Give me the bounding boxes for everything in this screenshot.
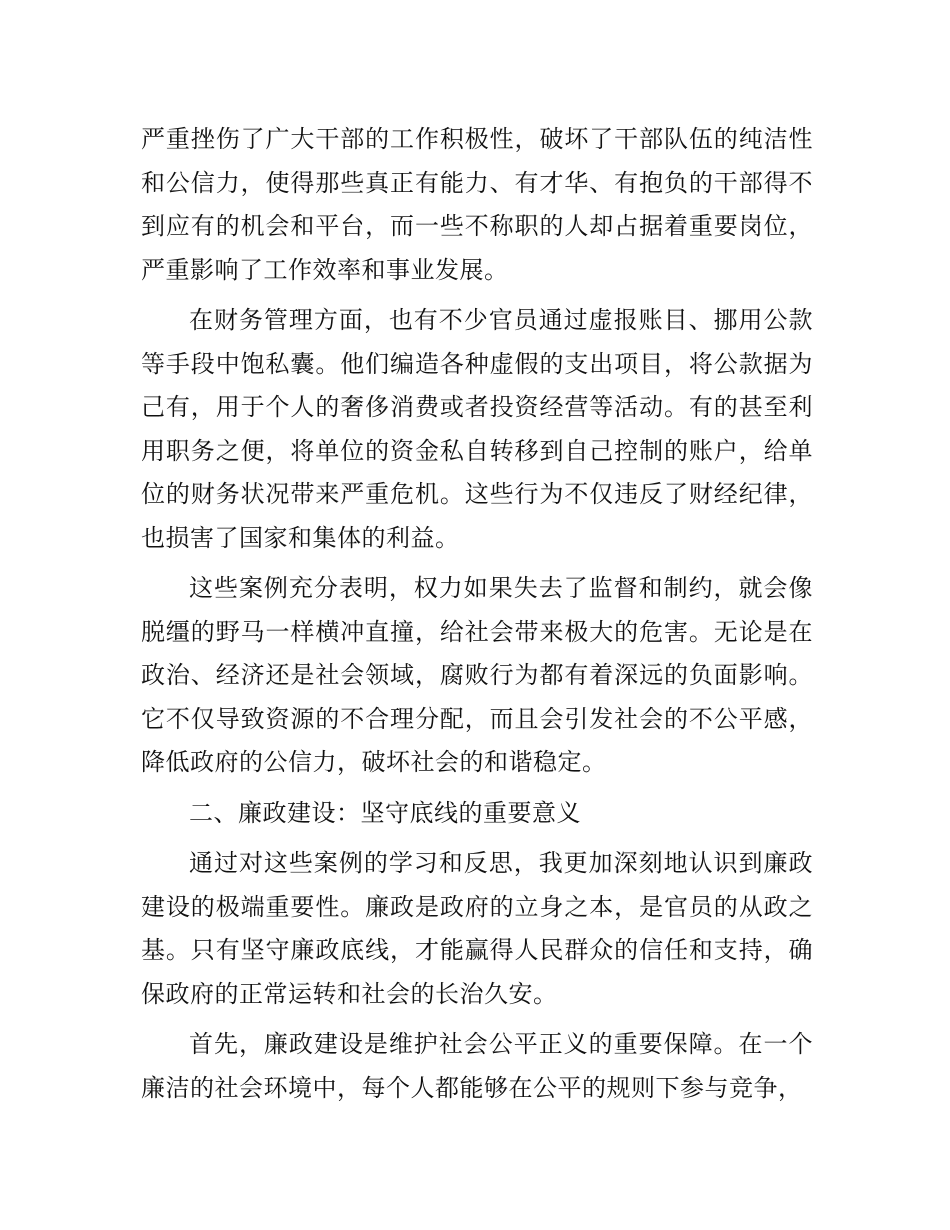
paragraph-3: 这些案例充分表明，权力如果失去了监督和制约，就会像脱缰的野马一样横冲直撞，给社会带来极大的危害。无论是在政治、经济还是社会领域，腐败行为都有着深远的负面影响。它不仅导致资源的不合理分配，而且会引发社会的不公平感，降低政府的公信力，破坏社会的和谐稳定。	[141, 574, 813, 776]
paragraph-2: 在财务管理方面，也有不少官员通过虚报账目、挪用公款等手段中饱私囊。他们编造各种虚假的支出项目，将公款据为己有，用于个人的奢侈消费或者投资经营等活动。有的甚至利用职务之便，将单位的资金私自转移到自己控制的账户，给单位的财务状况带来严重危机。这些行为不仅违反了财经纪律，也损害了国家和集体的利益。	[141, 306, 813, 552]
paragraph-5: 首先，廉政建设是维护社会公平正义的重要保障。在一个廉洁的社会环境中，每个人都能够在公平的规则下参与竞争，	[141, 1030, 813, 1102]
paragraph-1: 严重挫伤了广大干部的工作积极性，破坏了干部队伍的纯洁性和公信力，使得那些真正有能力、有才华、有抱负的干部得不到应有的机会和平台，而一些不称职的人却占据着重要岗位，严重影响了工作效率和事业发展。	[141, 125, 813, 284]
document-body	[141, 118, 813, 1117]
section-heading: 二、廉政建设：坚守底线的重要意义	[189, 798, 581, 827]
paragraph-4: 通过对这些案例的学习和反思，我更加深刻地认识到廉政建设的极端重要性。廉政是政府的立身之本，是官员的从政之基。只有坚守廉政底线，才能赢得人民群众的信任和支持，确保政府的正常运转和社会的长治久安。	[141, 849, 813, 1008]
